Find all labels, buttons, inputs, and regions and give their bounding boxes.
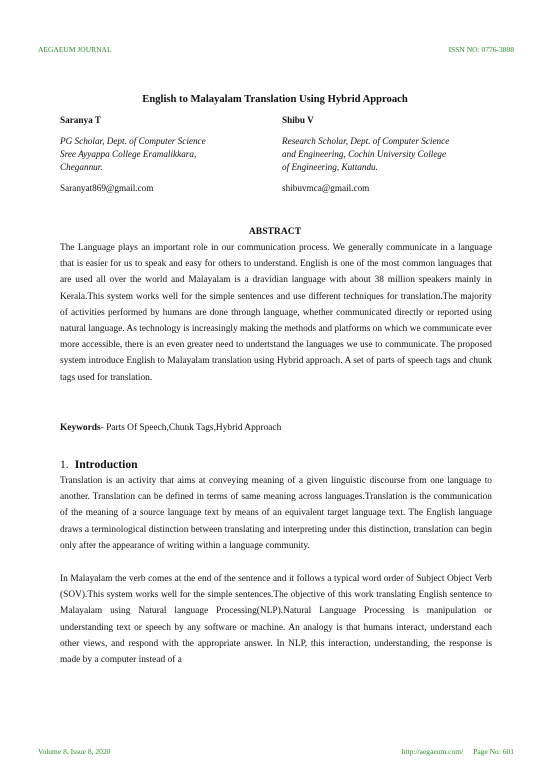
keywords-text: - Parts Of Speech,Chunk Tags,Hybrid Approach bbox=[100, 423, 282, 433]
section-number: 1. bbox=[60, 458, 69, 471]
author-email[interactable]: Saranyat869@gmail.com bbox=[60, 183, 154, 193]
journal-name: AEGAEUM JOURNAL bbox=[38, 45, 112, 54]
author-block-1 bbox=[60, 114, 206, 195]
body-paragraph: In Malayalam the verb comes at the end of the sentence and it follows a typical word order of Subject Object Verb (SOV).This system works well for the simple sentences.The objective of this work translating English sentence to Malayalam using Natural language Processing(NLP).Natural Language Processing is manipulation or understanding text or speech by any software or machine. An analogy is that humans interact, understand each other views, and respond with the appropriate answer. In NLP, this interaction, understanding, the response is made by a computer instead of a bbox=[60, 574, 492, 666]
abstract-text: The Language plays an important role in our communication process. We generally communicate in a language that is easier for us to speak and easy for others to understand. English is one of the most common languages that are used all over the world and Malayalam is a dravidian language with about 38 million speakers mainly in Kerala.This system works well for the simple sentences and use different techniques for translation.The majority of activities performed by humans are done through language, whether communicated directly or reported using natural language. As technology is increasingly making the methods and platforms on which we communicate ever more accessible, there is an even greater need to undertstand the languages we use to communicate. The proposed system introduce English to Malayalam translation using Hybrid approach. A set of parts of speech tags and chunk tags used for translation. bbox=[60, 243, 492, 383]
author-block-2 bbox=[282, 114, 449, 195]
author-name: Saranya T bbox=[60, 115, 101, 125]
author-email[interactable]: shibuvmca@gmail.com bbox=[282, 183, 370, 193]
author-affiliation-line: Sree Ayyappa College Eramalikkara, bbox=[60, 149, 197, 159]
author-affiliation-line: Research Scholar, Dept. of Computer Science bbox=[282, 136, 450, 146]
volume-issue: Volume 8, Issue 8, 2020 bbox=[38, 747, 111, 756]
page-number: Page No: 601 bbox=[473, 747, 514, 756]
paper-title: English to Malayalam Translation Using Hybrid Approach bbox=[142, 94, 408, 105]
author-name: Shibu V bbox=[282, 115, 314, 125]
section-title: Introduction bbox=[74, 458, 138, 471]
journal-url[interactable]: http://aegaeum.com/ bbox=[401, 747, 464, 756]
section-heading bbox=[60, 458, 138, 471]
body-paragraph: Translation is an activity that aims at conveying meaning of a given linguistic discourse from one language to another. Translation can be defined in terms of same meaning across languages.Translation is the communication of the meaning of a source language text by means of an equivalent target language text. The English language draws a terminological distinction between translating and interpreting under this distinction, translation can begin only after the appearance of writing within a language community. bbox=[60, 476, 492, 551]
author-affiliation-line: Chegannur. bbox=[60, 162, 103, 172]
keywords-line bbox=[60, 423, 281, 433]
author-affiliation-line: PG Scholar, Dept. of Computer Science bbox=[60, 136, 206, 146]
abstract-heading: ABSTRACT bbox=[248, 226, 302, 237]
keywords-label: Keywords bbox=[60, 423, 101, 433]
author-affiliation-line: and Engineering, Cochin University College bbox=[282, 149, 447, 159]
issn-number: ISSN NO: 0776-3808 bbox=[448, 45, 514, 54]
author-affiliation-line: of Engineering, Kuttandu. bbox=[282, 162, 378, 172]
footer-right bbox=[402, 747, 514, 756]
